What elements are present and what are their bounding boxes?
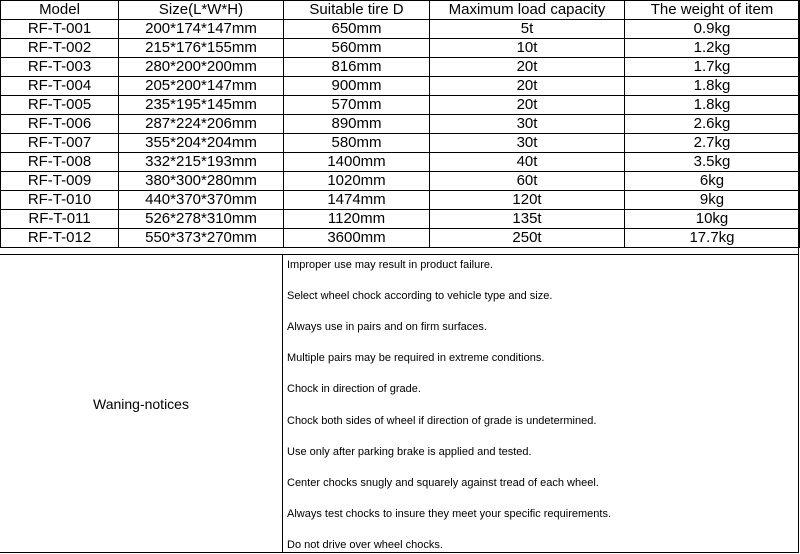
cell-model: RF-T-011	[1, 210, 119, 229]
cell-size: 526*278*310mm	[119, 210, 284, 229]
cell-size: 280*200*200mm	[119, 58, 284, 77]
warning-item: Always test chocks to insure they meet your specific requirements.	[287, 507, 612, 520]
warning-item: Chock both sides of wheel if direction of grade is undetermined.	[287, 414, 597, 427]
warning-item: Select wheel chock according to vehicle type and size.	[287, 290, 553, 303]
table-row	[1, 172, 800, 191]
warning-section	[0, 254, 799, 553]
cell-weight: 6kg	[625, 172, 800, 191]
cell-size: 200*174*147mm	[119, 20, 284, 39]
cell-tire: 816mm	[284, 58, 430, 77]
table-row	[1, 96, 800, 115]
cell-tire: 900mm	[284, 77, 430, 96]
header-model: Model	[1, 1, 119, 20]
table-row	[1, 20, 800, 39]
cell-model: RF-T-009	[1, 172, 119, 191]
header-size: Size(L*W*H)	[119, 1, 284, 20]
spec-table-body	[1, 20, 800, 248]
cell-load: 40t	[430, 153, 625, 172]
cell-model: RF-T-003	[1, 58, 119, 77]
table-row	[1, 115, 800, 134]
warning-list	[287, 255, 792, 553]
cell-size: 287*224*206mm	[119, 115, 284, 134]
cell-load: 60t	[430, 172, 625, 191]
cell-size: 235*195*145mm	[119, 96, 284, 115]
cell-weight: 9kg	[625, 191, 800, 210]
cell-weight: 1.2kg	[625, 39, 800, 58]
cell-size: 550*373*270mm	[119, 229, 284, 248]
cell-tire: 560mm	[284, 39, 430, 58]
cell-size: 380*300*280mm	[119, 172, 284, 191]
warning-item: Chock in direction of grade.	[287, 383, 421, 396]
cell-load: 135t	[430, 210, 625, 229]
cell-tire: 3600mm	[284, 229, 430, 248]
cell-weight: 0.9kg	[625, 20, 800, 39]
cell-weight: 17.7kg	[625, 229, 800, 248]
header-row	[1, 1, 800, 20]
table-row	[1, 134, 800, 153]
cell-model: RF-T-001	[1, 20, 119, 39]
cell-size: 440*370*370mm	[119, 191, 284, 210]
cell-load: 20t	[430, 96, 625, 115]
cell-load: 20t	[430, 58, 625, 77]
cell-tire: 1020mm	[284, 172, 430, 191]
cell-tire: 1120mm	[284, 210, 430, 229]
table-row	[1, 58, 800, 77]
cell-model: RF-T-005	[1, 96, 119, 115]
cell-weight: 10kg	[625, 210, 800, 229]
cell-model: RF-T-010	[1, 191, 119, 210]
table-row	[1, 153, 800, 172]
header-tire: Suitable tire D	[284, 1, 430, 20]
cell-load: 20t	[430, 77, 625, 96]
warning-label: Waning-notices	[0, 255, 283, 553]
cell-weight: 3.5kg	[625, 153, 800, 172]
cell-load: 10t	[430, 39, 625, 58]
cell-model: RF-T-006	[1, 115, 119, 134]
table-row	[1, 39, 800, 58]
cell-weight: 1.7kg	[625, 58, 800, 77]
cell-load: 120t	[430, 191, 625, 210]
table-row	[1, 191, 800, 210]
cell-tire: 1474mm	[284, 191, 430, 210]
table-row	[1, 229, 800, 248]
cell-load: 30t	[430, 115, 625, 134]
cell-model: RF-T-002	[1, 39, 119, 58]
warning-item: Improper use may result in product failure.	[287, 259, 494, 271]
cell-weight: 2.6kg	[625, 115, 800, 134]
header-weight: The weight of item	[625, 1, 800, 20]
warning-item: Multiple pairs may be required in extreme conditions.	[287, 352, 545, 365]
table-row	[1, 210, 800, 229]
header-load: Maximum load capacity	[430, 1, 625, 20]
cell-load: 30t	[430, 134, 625, 153]
cell-tire: 890mm	[284, 115, 430, 134]
warning-item: Do not drive over wheel chocks.	[287, 538, 443, 551]
cell-size: 205*200*147mm	[119, 77, 284, 96]
table-row	[1, 77, 800, 96]
cell-size: 332*215*193mm	[119, 153, 284, 172]
warning-item: Center chocks snugly and squarely against tread of each wheel.	[287, 476, 599, 489]
warning-item: Always use in pairs and on firm surfaces.	[287, 321, 487, 334]
cell-tire: 650mm	[284, 20, 430, 39]
warning-item: Use only after parking brake is applied and tested.	[287, 445, 532, 458]
cell-weight: 1.8kg	[625, 96, 800, 115]
cell-tire: 1400mm	[284, 153, 430, 172]
cell-tire: 570mm	[284, 96, 430, 115]
cell-size: 215*176*155mm	[119, 39, 284, 58]
cell-tire: 580mm	[284, 134, 430, 153]
cell-load: 5t	[430, 20, 625, 39]
spec-table	[0, 0, 800, 248]
cell-model: RF-T-004	[1, 77, 119, 96]
cell-model: RF-T-012	[1, 229, 119, 248]
cell-weight: 2.7kg	[625, 134, 800, 153]
cell-load: 250t	[430, 229, 625, 248]
cell-size: 355*204*204mm	[119, 134, 284, 153]
cell-model: RF-T-008	[1, 153, 119, 172]
cell-model: RF-T-007	[1, 134, 119, 153]
cell-weight: 1.8kg	[625, 77, 800, 96]
